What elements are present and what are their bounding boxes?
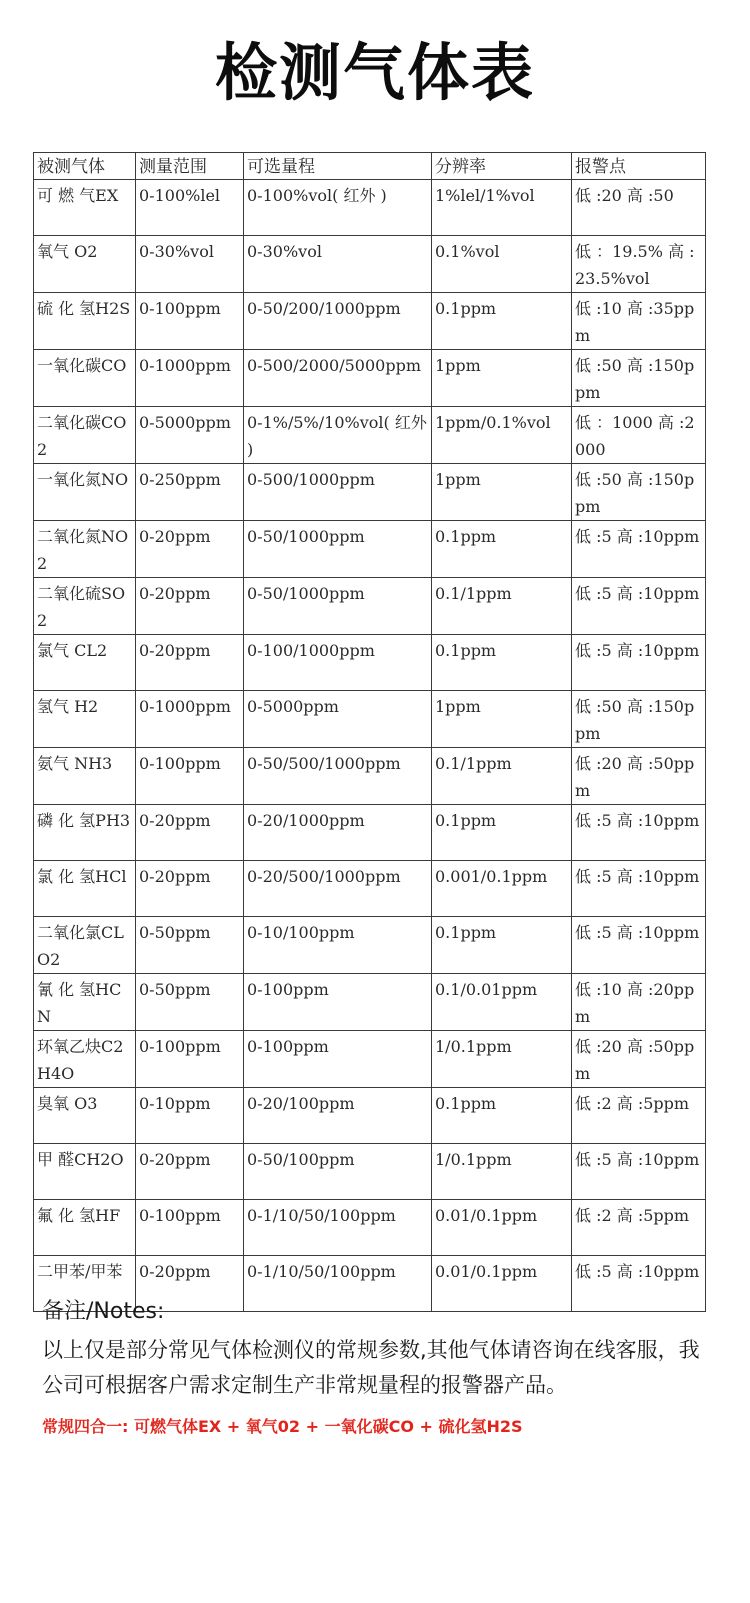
cell-optional-range: 0-5000ppm (244, 691, 432, 748)
cell-optional-range: 0-50/1000ppm (244, 521, 432, 578)
table-row (34, 1088, 706, 1144)
cell-gas: 二氧化碳CO2 (34, 407, 136, 464)
cell-resolution: 0.01/0.1ppm (432, 1256, 572, 1312)
cell-optional-range: 0-50/100ppm (244, 1144, 432, 1200)
cell-alarm: 低 :50 高 :150ppm (572, 464, 706, 521)
table-row (34, 293, 706, 350)
cell-optional-range: 0-30%vol (244, 236, 432, 293)
cell-gas: 氟 化 氢HF (34, 1200, 136, 1256)
cell-alarm: 低 :10 高 :35ppm (572, 293, 706, 350)
cell-alarm: 低 :5 高 :10ppm (572, 917, 706, 974)
cell-resolution: 1/0.1ppm (432, 1031, 572, 1088)
cell-range: 0-100ppm (136, 748, 244, 805)
cell-gas: 甲 醛CH2O (34, 1144, 136, 1200)
cell-gas: 氯 化 氢HCl (34, 861, 136, 917)
cell-alarm: 低 ：19.5% 高 :23.5%vol (572, 236, 706, 293)
cell-optional-range: 0-100ppm (244, 974, 432, 1031)
cell-gas: 可 燃 气EX (34, 180, 136, 236)
cell-resolution: 1ppm (432, 350, 572, 407)
cell-range: 0-250ppm (136, 464, 244, 521)
cell-resolution: 0.1ppm (432, 917, 572, 974)
cell-range: 0-100ppm (136, 1200, 244, 1256)
cell-gas: 一氧化氮NO (34, 464, 136, 521)
four-in-one-note: 常规四合一: 可燃气体EX + 氧气02 + 一氧化碳CO + 硫化氢H2S (42, 1417, 523, 1436)
cell-resolution: 1ppm/0.1%vol (432, 407, 572, 464)
cell-gas: 二氧化硫SO2 (34, 578, 136, 635)
header-resolution: 分辨率 (432, 153, 572, 180)
table-row (34, 350, 706, 407)
cell-optional-range: 0-20/1000ppm (244, 805, 432, 861)
cell-resolution: 0.1/0.01ppm (432, 974, 572, 1031)
table-row (34, 236, 706, 293)
cell-alarm: 低 :20 高 :50ppm (572, 748, 706, 805)
notes-heading: 备注/Notes: (42, 1299, 165, 1324)
cell-alarm: 低 :2 高 :5ppm (572, 1200, 706, 1256)
cell-optional-range: 0-1/10/50/100ppm (244, 1256, 432, 1312)
cell-alarm: 低 :50 高 :150ppm (572, 350, 706, 407)
gas-detection-table (33, 152, 706, 1312)
cell-resolution: 0.01/0.1ppm (432, 1200, 572, 1256)
cell-alarm: 低 :5 高 :10ppm (572, 578, 706, 635)
cell-resolution: 1ppm (432, 464, 572, 521)
cell-gas: 环氧乙炔C2H4O (34, 1031, 136, 1088)
cell-optional-range: 0-50/1000ppm (244, 578, 432, 635)
cell-range: 0-30%vol (136, 236, 244, 293)
cell-alarm: 低 :2 高 :5ppm (572, 1088, 706, 1144)
cell-resolution: 0.1ppm (432, 293, 572, 350)
cell-optional-range: 0-50/200/1000ppm (244, 293, 432, 350)
table-body (34, 180, 706, 1312)
cell-gas: 臭氧 O3 (34, 1088, 136, 1144)
cell-gas: 一氧化碳CO (34, 350, 136, 407)
cell-range: 0-5000ppm (136, 407, 244, 464)
cell-alarm: 低 :20 高 :50 (572, 180, 706, 236)
cell-optional-range: 0-10/100ppm (244, 917, 432, 974)
cell-gas: 磷 化 氢PH3 (34, 805, 136, 861)
cell-resolution: 0.1%vol (432, 236, 572, 293)
cell-range: 0-20ppm (136, 521, 244, 578)
table-row (34, 691, 706, 748)
table-row (34, 1200, 706, 1256)
cell-optional-range: 0-20/500/1000ppm (244, 861, 432, 917)
cell-range: 0-20ppm (136, 578, 244, 635)
cell-gas: 氨气 NH3 (34, 748, 136, 805)
cell-alarm: 低 :5 高 :10ppm (572, 521, 706, 578)
cell-resolution: 0.1ppm (432, 635, 572, 691)
notes-section (42, 1295, 712, 1439)
cell-optional-range: 0-500/2000/5000ppm (244, 350, 432, 407)
cell-range: 0-1000ppm (136, 691, 244, 748)
cell-range: 0-20ppm (136, 1144, 244, 1200)
cell-gas: 二甲苯/甲苯 (34, 1256, 136, 1312)
cell-range: 0-1000ppm (136, 350, 244, 407)
cell-alarm: 低 :10 高 :20ppm (572, 974, 706, 1031)
cell-optional-range: 0-500/1000ppm (244, 464, 432, 521)
cell-resolution: 1%lel/1%vol (432, 180, 572, 236)
cell-alarm: 低 :20 高 :50ppm (572, 1031, 706, 1088)
cell-gas: 氧气 O2 (34, 236, 136, 293)
cell-range: 0-20ppm (136, 1256, 244, 1312)
cell-alarm: 低 :5 高 :10ppm (572, 635, 706, 691)
cell-range: 0-20ppm (136, 635, 244, 691)
cell-range: 0-20ppm (136, 805, 244, 861)
cell-optional-range: 0-1%/5%/10%vol( 红外 ) (244, 407, 432, 464)
table-row (34, 974, 706, 1031)
table-row (34, 805, 706, 861)
cell-resolution: 0.1/1ppm (432, 748, 572, 805)
cell-resolution: 1ppm (432, 691, 572, 748)
cell-resolution: 1/0.1ppm (432, 1144, 572, 1200)
cell-resolution: 0.001/0.1ppm (432, 861, 572, 917)
header-optional-range: 可选量程 (244, 153, 432, 180)
cell-resolution: 0.1ppm (432, 521, 572, 578)
cell-alarm: 低 :50 高 :150ppm (572, 691, 706, 748)
header-alarm: 报警点 (572, 153, 706, 180)
page-title: 检测气体表 (214, 36, 535, 109)
cell-optional-range: 0-1/10/50/100ppm (244, 1200, 432, 1256)
cell-resolution: 0.1ppm (432, 805, 572, 861)
table-row (34, 1144, 706, 1200)
table-row (34, 464, 706, 521)
cell-gas: 氢气 H2 (34, 691, 136, 748)
cell-optional-range: 0-20/100ppm (244, 1088, 432, 1144)
cell-optional-range: 0-100%vol( 红外 ) (244, 180, 432, 236)
cell-range: 0-100ppm (136, 1031, 244, 1088)
cell-gas: 硫 化 氢H2S (34, 293, 136, 350)
header-range: 测量范围 (136, 153, 244, 180)
cell-optional-range: 0-100/1000ppm (244, 635, 432, 691)
header-gas: 被测气体 (34, 153, 136, 180)
cell-resolution: 0.1/1ppm (432, 578, 572, 635)
cell-optional-range: 0-50/500/1000ppm (244, 748, 432, 805)
cell-range: 0-50ppm (136, 974, 244, 1031)
gas-table-container (33, 152, 705, 1312)
cell-optional-range: 0-100ppm (244, 1031, 432, 1088)
table-row (34, 1031, 706, 1088)
table-row (34, 748, 706, 805)
cell-range: 0-20ppm (136, 861, 244, 917)
cell-range: 0-10ppm (136, 1088, 244, 1144)
table-row (34, 180, 706, 236)
cell-range: 0-100%lel (136, 180, 244, 236)
cell-range: 0-100ppm (136, 293, 244, 350)
table-header-row (34, 153, 706, 180)
table-row (34, 521, 706, 578)
cell-gas: 二氧化氯CLO2 (34, 917, 136, 974)
table-row (34, 407, 706, 464)
cell-gas: 氯气 CL2 (34, 635, 136, 691)
table-row (34, 635, 706, 691)
cell-alarm: 低 :5 高 :10ppm (572, 861, 706, 917)
cell-alarm: 低 :5 高 :10ppm (572, 805, 706, 861)
table-row (34, 861, 706, 917)
cell-alarm: 低 ：1000 高 :2000 (572, 407, 706, 464)
cell-gas: 二氧化氮NO2 (34, 521, 136, 578)
cell-alarm: 低 :5 高 :10ppm (572, 1144, 706, 1200)
cell-alarm: 低 :5 高 :10ppm (572, 1256, 706, 1312)
table-row (34, 578, 706, 635)
cell-resolution: 0.1ppm (432, 1088, 572, 1144)
notes-body: 以上仅是部分常见气体检测仪的常规参数,其他气体请咨询在线客服，我公司可根据客户需求定制生产非常规量程的报警器产品。 (42, 1338, 700, 1397)
cell-range: 0-50ppm (136, 917, 244, 974)
cell-gas: 氰 化 氢HCN (34, 974, 136, 1031)
table-row (34, 917, 706, 974)
